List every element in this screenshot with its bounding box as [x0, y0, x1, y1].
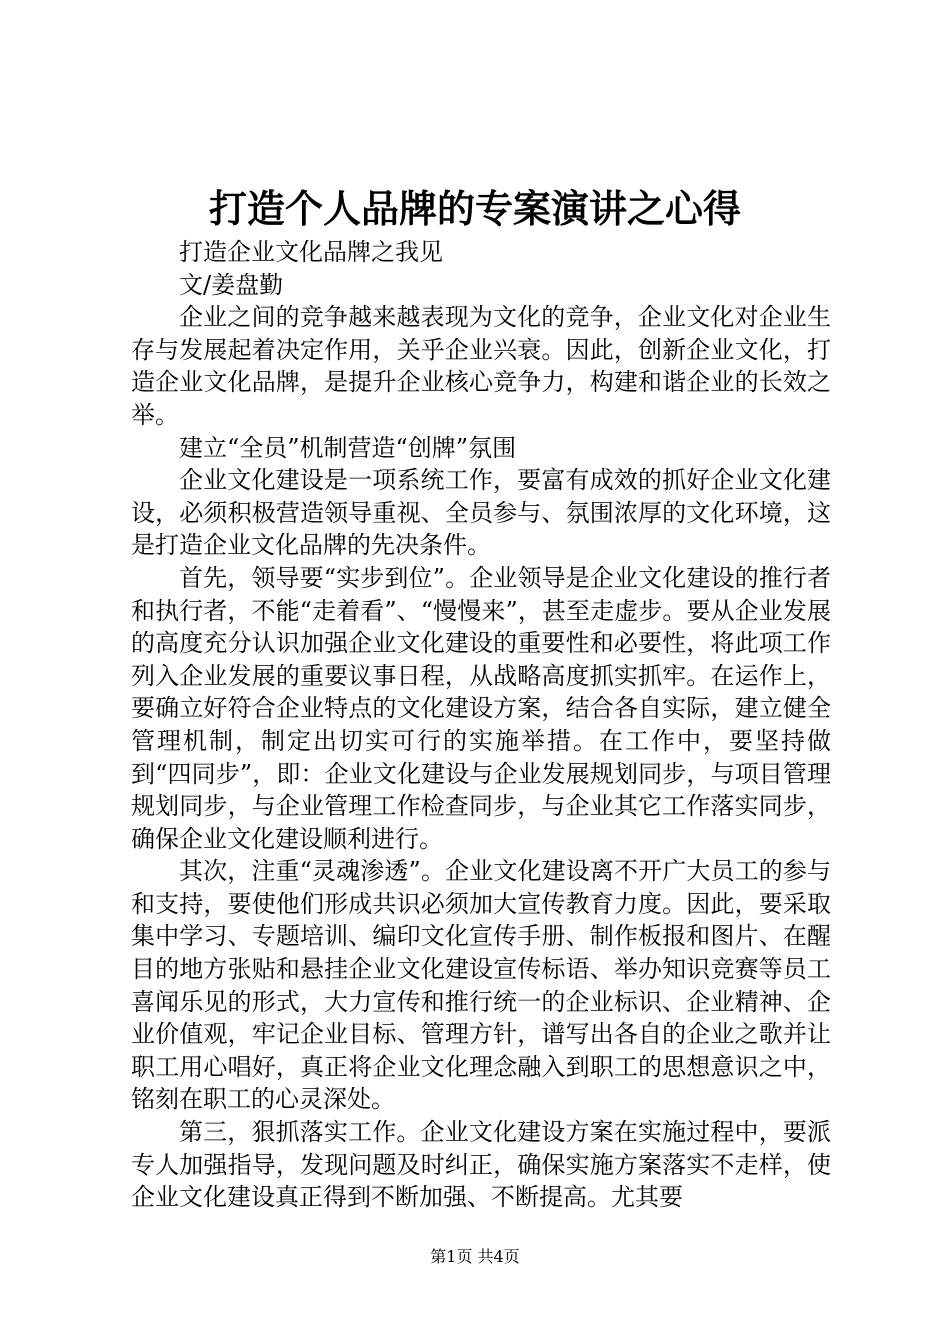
- body-paragraph: 企业文化建设是一项系统工作，要富有成效的抓好企业文化建设，必须积极营造领导重视、全员参与、氛围浓厚的文化环境，这是打造企业文化品牌的先决条件。: [131, 466, 831, 560]
- subtitle-paragraph: 打造企业文化品牌之我见: [179, 238, 443, 266]
- author-line: 文/姜盘勤: [179, 270, 284, 299]
- document-body: [131, 236, 831, 1214]
- body-paragraph: 第三，狠抓落实工作。企业文化建设方案在实施过程中，要派专人加强指导，发现问题及时纠正，确保实施方案落实不走样，使企业文化建设真正得到不断加强、不断提高。尤其要: [131, 1118, 831, 1212]
- document-title: 打造个人品牌的专案演讲之心得: [208, 186, 741, 231]
- page-footer: 第1页 共4页: [430, 1247, 520, 1266]
- body-paragraph: 企业之间的竞争越来越表现为文化的竞争，企业文化对企业生存与发展起着决定作用，关乎企业兴衰。因此，创新企业文化，打造企业文化品牌，是提升企业核心竞争力，构建和谐企业的长效之举。: [131, 303, 831, 429]
- section-heading: 建立“全员”机制营造“创牌”氛围: [179, 433, 517, 462]
- body-paragraph: 其次，注重“灵魂渗透”。企业文化建设离不开广大员工的参与和支持，要使他们形成共识必须加大宣传教育力度。因此，要采取集中学习、专题培训、编印文化宣传手册、制作板报和图片、在醒目的地方张贴和悬挂企业文化建设宣传标语、举办知识竞赛等员工喜闻乐见的形式，大力宣传和推行统一的企业标识、企业精神、企业价值观，牢记企业目标、管理方针，谱写出各自的企业之歌并让职工用心唱好，真正将企业文化理念融入到职工的思想意识之中，铭刻在职工的心灵深处。: [131, 857, 831, 1114]
- body-paragraph: 首先，领导要“实步到位”。企业领导是企业文化建设的推行者和执行者，不能“走着看”、“慢慢来”，甚至走虚步。要从企业发展的高度充分认识加强企业文化建设的重要性和必要性，将此项工作列入企业发展的重要议事日程，从战略高度抓实抓牢。在运作上，要确立好符合企业特点的文化建设方案，结合各自实际，建立健全管理机制，制定出切实可行的实施举措。在工作中，要坚持做到“四同步”，即：企业文化建设与企业发展规划同步，与项目管理规划同步，与企业管理工作检查同步，与企业其它工作落实同步，确保企业文化建设顺利进行。: [131, 563, 831, 853]
